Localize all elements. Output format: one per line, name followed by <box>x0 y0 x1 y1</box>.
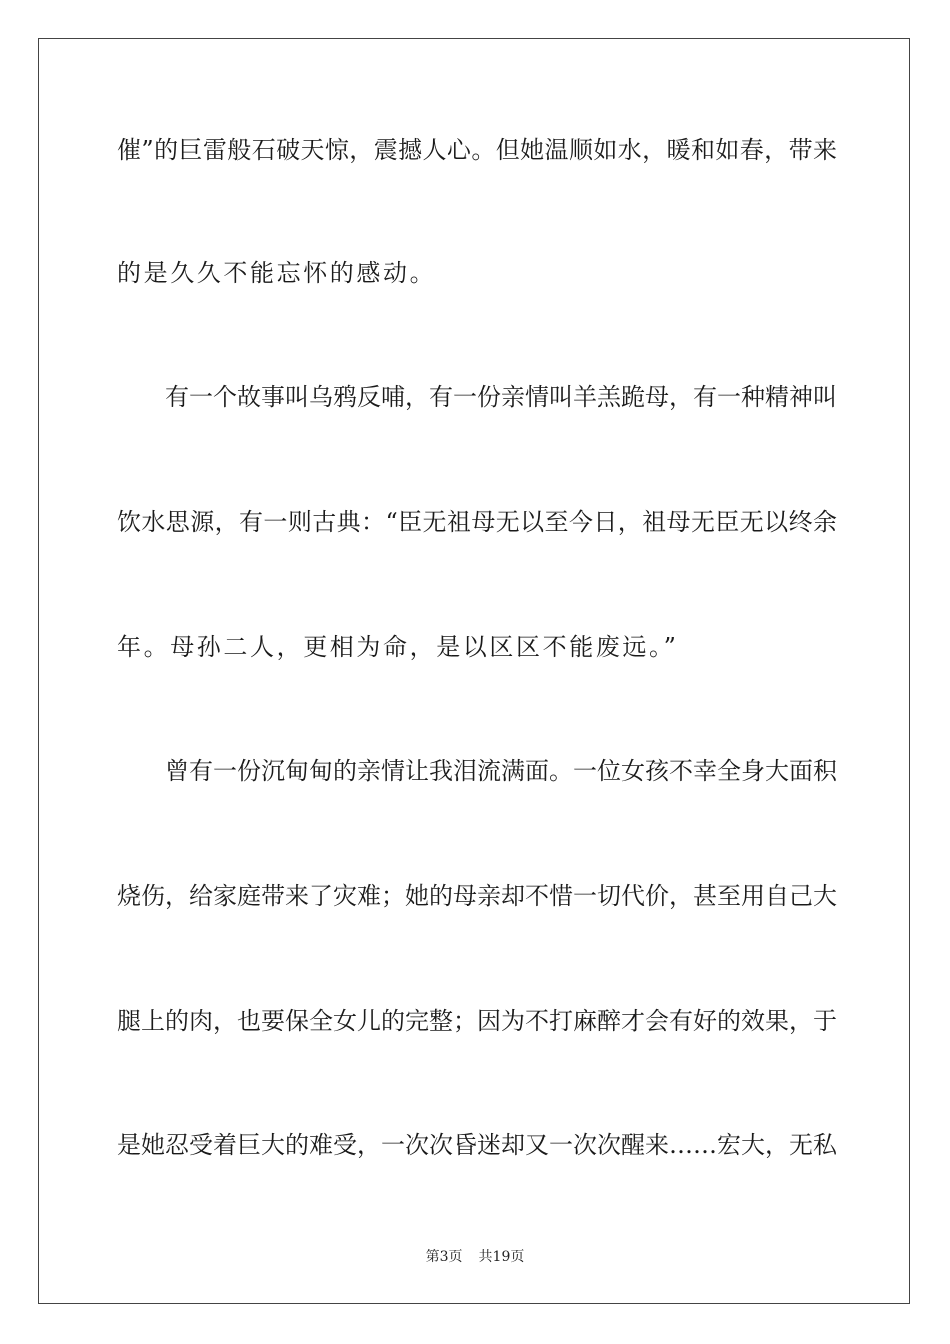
text-line: 是她忍受着巨大的难受，一次次昏迷却又一次次醒来……宏大，无私 <box>117 1131 837 1159</box>
text-line: 曾有一份沉甸甸的亲情让我泪流满面。一位女孩不幸全身大面积 <box>165 757 837 785</box>
text-line: 有一个故事叫乌鸦反哺，有一份亲情叫羊羔跪母，有一种精神叫 <box>165 383 837 411</box>
page-border <box>38 38 910 1304</box>
text-line: 烧伤，给家庭带来了灾难；她的母亲却不惜一切代价，甚至用自己大 <box>117 882 837 910</box>
text-line: 年。母孙二人，更相为命，是以区区不能废远。” <box>117 633 679 661</box>
text-line: 的是久久不能忘怀的感动。 <box>117 259 437 287</box>
text-line: 饮水思源，有一则古典：“臣无祖母无以至今日，祖母无臣无以终余 <box>117 508 837 536</box>
text-line: 催”的巨雷般石破天惊，震撼人心。但她温顺如水，暖和如春，带来 <box>117 136 837 164</box>
page-total: 共19页 <box>478 1249 525 1265</box>
page-footer <box>0 1248 950 1266</box>
text-line: 腿上的肉，也要保全女儿的完整；因为不打麻醉才会有好的效果，于 <box>117 1007 837 1035</box>
page-number: 第3页 <box>425 1249 463 1265</box>
